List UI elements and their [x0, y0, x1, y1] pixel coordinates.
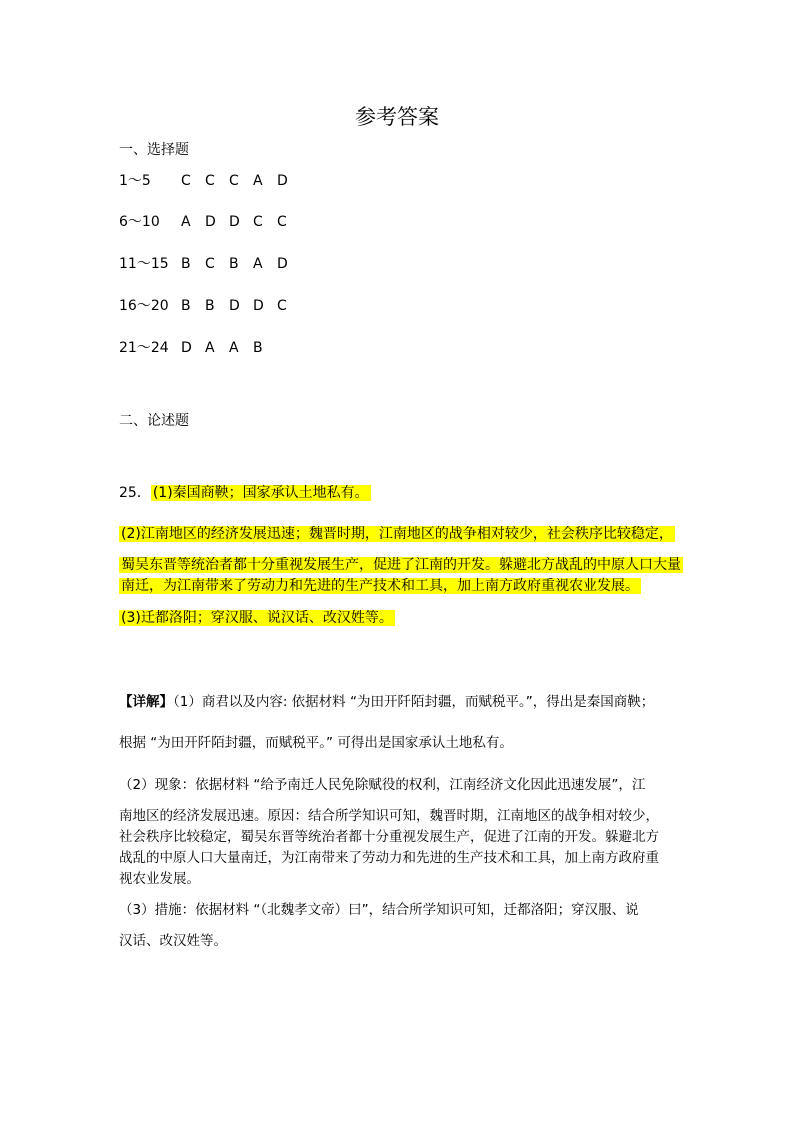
- answer-range: 21～24: [119, 340, 169, 356]
- answer-letter: C: [205, 256, 215, 272]
- answer-range: 1～5: [119, 173, 151, 189]
- q25-part2-line: [119, 577, 641, 595]
- answer-row: [119, 172, 301, 190]
- answer-letter: A: [229, 340, 239, 356]
- answer-row: [119, 213, 301, 231]
- detail-p1-line2: 根据 “为田开阡陌封疆，而赋税平。” 可得出是国家承认土地私有。: [119, 735, 513, 751]
- page-title: 参考答案: [355, 105, 439, 129]
- answer-range: 6～10: [119, 214, 160, 230]
- answer-letter: C: [253, 214, 263, 230]
- answer-range: 16～20: [119, 298, 169, 314]
- answer-range: 11～15: [119, 256, 169, 272]
- answer-letter: B: [181, 298, 191, 314]
- answer-letter: C: [229, 173, 239, 189]
- detail-label: 【详解】: [119, 694, 173, 710]
- q25-part2-line1: (2)江南地区的经济发展迅速；魏晋时期，江南地区的战争相对较少，社会秩序比较稳定，: [121, 526, 673, 542]
- q25-part1: (1)秦国商鞅；国家承认土地私有。: [152, 485, 369, 501]
- q25-part2-line3: 南迁，为江南带来了劳动力和先进的生产技术和工具，加上南方政府重视农业发展。: [121, 578, 639, 594]
- detail-p3-line2: 汉话、改汉姓等。: [119, 933, 227, 949]
- answer-row: [119, 297, 301, 315]
- q25-part1-line: [119, 484, 371, 502]
- answer-letter: A: [253, 256, 263, 272]
- answer-letter: C: [277, 214, 287, 230]
- q25-part2-line: [119, 525, 675, 543]
- answer-letter: B: [181, 256, 191, 272]
- detail-p1-line1: [119, 693, 654, 711]
- detail-p2-line3: 社会秩序比较稳定，蜀吴东晋等统治者都十分重视发展生产，促进了江南的开发。躲避北方: [119, 829, 659, 845]
- answer-letter: C: [277, 298, 287, 314]
- answer-letter: D: [229, 298, 240, 314]
- section-heading-essay: 二、论述题: [119, 413, 189, 429]
- q25-part2-line2: 蜀吴东晋等统治者都十分重视发展生产，促进了江南的开发。躲避北方战乱的中原人口大量: [121, 557, 681, 573]
- answer-letter: D: [181, 340, 192, 356]
- answer-letter: D: [277, 256, 288, 272]
- answer-letter: C: [181, 173, 191, 189]
- answer-letter: B: [229, 256, 239, 272]
- answer-letter: A: [205, 340, 215, 356]
- answer-letter: D: [229, 214, 240, 230]
- detail-p2-line1: （2）现象：依据材料 “给予南迁人民免除赋役的权利，江南经济文化因此迅速发展”，江: [119, 777, 646, 793]
- detail-p2-line2: 南地区的经济发展迅速。原因：结合所学知识可知，魏晋时期，江南地区的战争相对较少，: [119, 808, 659, 824]
- section-heading-choice: 一、选择题: [119, 142, 189, 158]
- q25-part2-line: [119, 556, 683, 574]
- answer-letter: D: [253, 298, 264, 314]
- q25-part3-line: [119, 609, 395, 627]
- detail-p3-line1: （3）措施：依据材料 “（北魏孝文帝）曰”，结合所学知识可知，迁都洛阳；穿汉服、说: [119, 902, 639, 918]
- answer-letter: C: [205, 173, 215, 189]
- answer-row: [119, 255, 301, 273]
- detail-p2-line4: 战乱的中原人口大量南迁，为江南带来了劳动力和先进的生产技术和工具，加上南方政府重: [119, 850, 659, 866]
- answer-letter: A: [253, 173, 263, 189]
- answer-letter: D: [277, 173, 288, 189]
- detail-p1-text1: （1）商君以及内容: 依据材料 “为田开阡陌封疆，而赋税平。”，得出是秦国商鞅；: [173, 694, 655, 710]
- q25-part3: (3)迁都洛阳；穿汉服、说汉话、改汉姓等。: [121, 610, 393, 626]
- answer-letter: B: [253, 340, 263, 356]
- answer-letter: A: [181, 214, 191, 230]
- answer-row: [119, 339, 277, 357]
- answer-letter: B: [205, 298, 215, 314]
- detail-p2-line5: 视农业发展。: [119, 871, 200, 887]
- q25-number: 25．: [119, 485, 151, 501]
- answer-letter: D: [205, 214, 216, 230]
